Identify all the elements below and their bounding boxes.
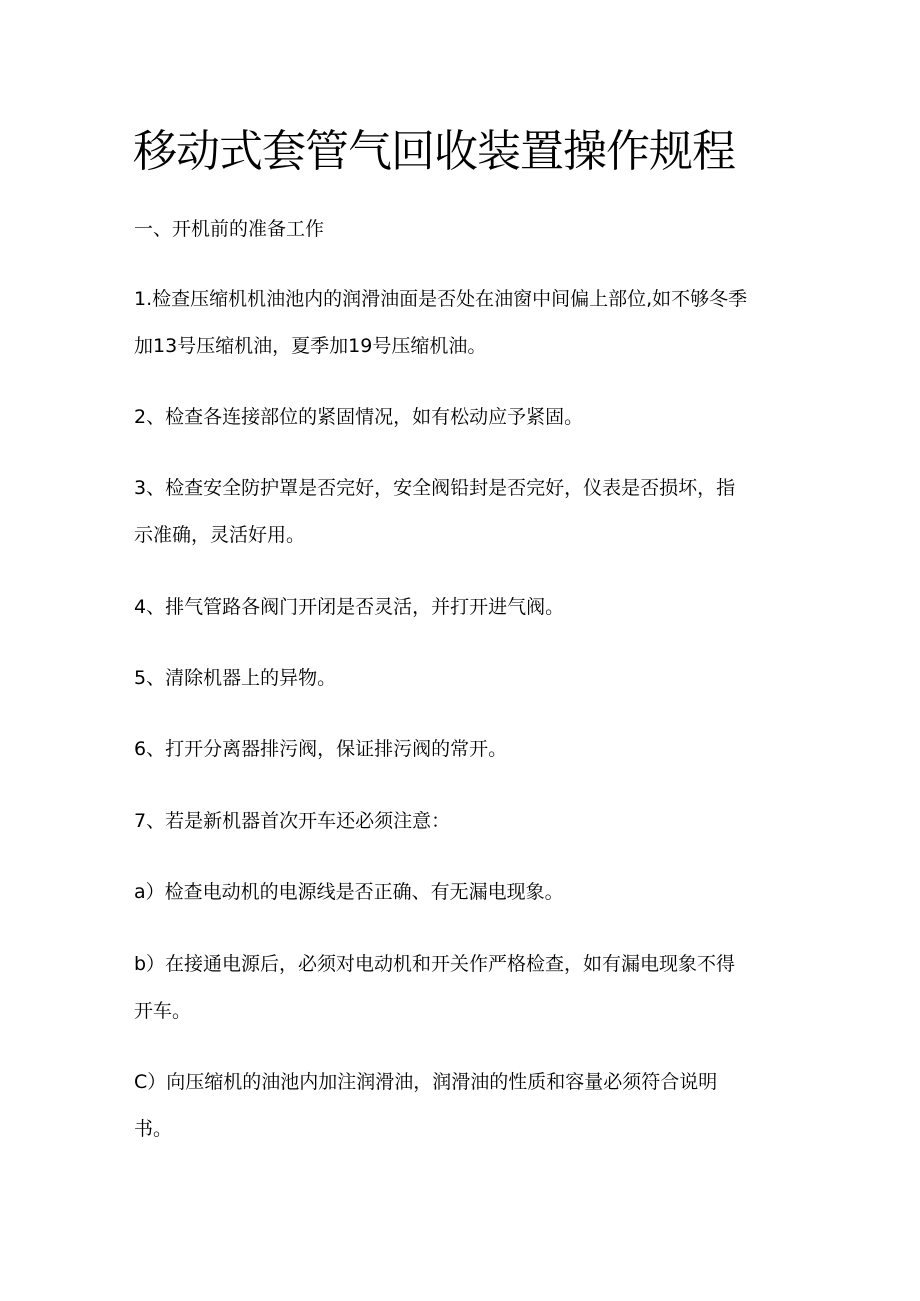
paragraph-line: a）检查电动机的电源线是否正确、有无漏电现象。 xyxy=(134,881,564,903)
section-heading: 一、开机前的准备工作 xyxy=(134,218,325,240)
paragraph-line: 4、排气管路各阀门开闭是否灵活，并打开进气阀。 xyxy=(134,596,565,618)
paragraph-line: 书。 xyxy=(134,1118,173,1140)
paragraph-line: C）向压缩机的油池内加注润滑油，润滑油的性质和容量必须符合说明 xyxy=(134,1071,718,1093)
paragraph-line: 7、若是新机器首次开车还必须注意： xyxy=(134,810,451,832)
paragraph-line: 示准确，灵活好用。 xyxy=(134,524,306,546)
paragraph-line: 1.检查压缩机机油池内的润滑油面是否处在油窗中间偏上部位,如不够冬季 xyxy=(134,288,748,310)
paragraph-line: b）在接通电源后，必须对电动机和开关作严格检查，如有漏电现象不得 xyxy=(134,953,736,975)
paragraph-line: 3、检查安全防护罩是否完好，安全阀铅封是否完好，仪表是否损坏，指 xyxy=(134,477,736,499)
paragraph-line: 2、检查各连接部位的紧固情况，如有松动应予紧固。 xyxy=(134,406,584,428)
paragraph-line: 5、清除机器上的异物。 xyxy=(134,667,337,689)
paragraph-line: 加13号压缩机油，夏季加19号压缩机油。 xyxy=(134,335,487,357)
document-title: 移动式套管气回收装置操作规程 xyxy=(133,126,735,177)
paragraph-line: 6、打开分离器排污阀，保证排污阀的常开。 xyxy=(134,738,508,760)
paragraph-line: 开车。 xyxy=(134,1000,192,1022)
